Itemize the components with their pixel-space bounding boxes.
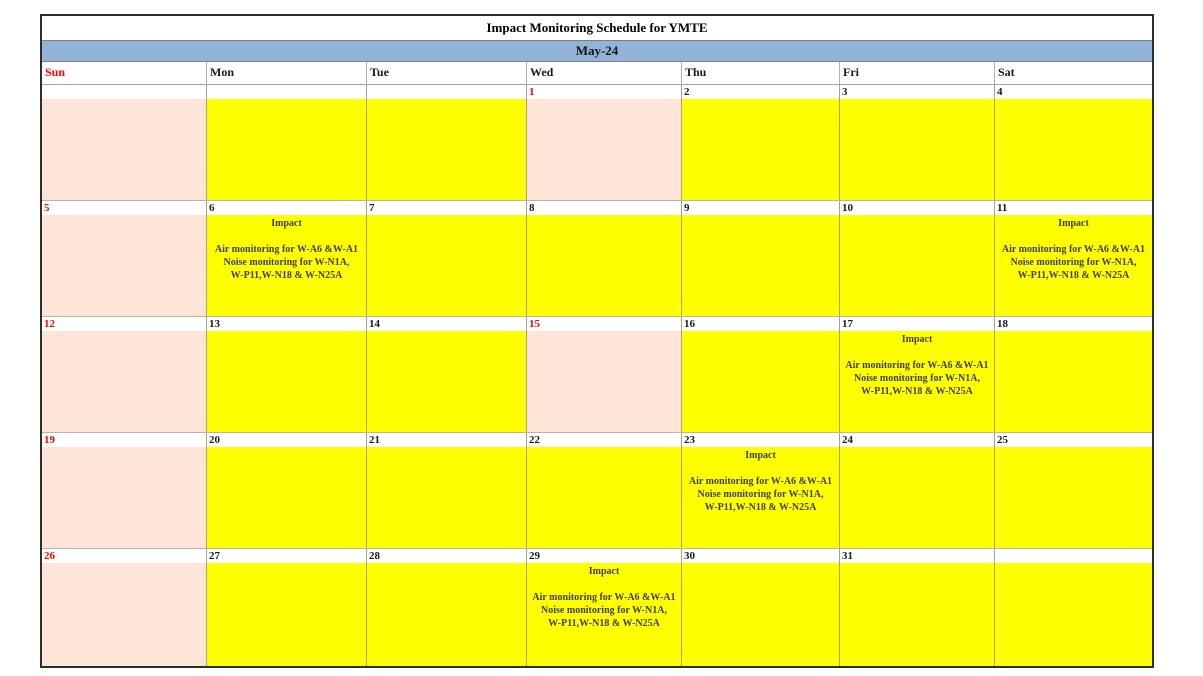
day-cell-body	[207, 331, 366, 432]
event-spacer	[207, 230, 366, 243]
day-cell-body	[42, 331, 206, 432]
day-cell[interactable]	[42, 201, 207, 316]
day-number: 4	[995, 85, 1152, 99]
day-cell[interactable]	[995, 201, 1152, 316]
day-cell-body	[995, 447, 1152, 548]
day-cell-body	[682, 215, 839, 316]
day-cell[interactable]	[840, 433, 995, 548]
day-cell-body	[682, 563, 839, 666]
event-line: W-P11,W-N18 & W-N25A	[704, 502, 817, 513]
day-cell-body	[840, 447, 994, 548]
event-spacer	[527, 578, 681, 591]
event-title: Impact	[1058, 218, 1089, 229]
day-cell-body	[527, 563, 681, 666]
day-number: 13	[207, 317, 366, 331]
page-title: Impact Monitoring Schedule for YMTE	[42, 16, 1152, 41]
week-row	[42, 85, 1152, 200]
day-cell-body	[207, 447, 366, 548]
event-spacer	[995, 230, 1152, 243]
event-spacer	[682, 462, 839, 475]
day-number: 24	[840, 433, 994, 447]
event-spacer	[840, 346, 994, 359]
day-cell-body	[207, 215, 366, 316]
day-cell[interactable]	[995, 85, 1152, 200]
day-number: 15	[527, 317, 681, 331]
day-number	[367, 85, 526, 99]
day-number: 9	[682, 201, 839, 215]
event-line: Noise monitoring for W-N1A,	[541, 605, 667, 616]
day-number: 7	[367, 201, 526, 215]
day-cell-body	[207, 563, 366, 666]
event-line: Air monitoring for W-A6 &W-A1	[1001, 244, 1146, 255]
dow-header-fri: Fri	[840, 62, 995, 84]
week-row	[42, 432, 1152, 548]
day-cell[interactable]	[207, 201, 367, 316]
day-cell[interactable]	[840, 201, 995, 316]
day-cell-body	[367, 447, 526, 548]
day-cell[interactable]	[840, 317, 995, 432]
event-line: Air monitoring for W-A6 &W-A1	[214, 244, 359, 255]
day-cell[interactable]	[367, 433, 527, 548]
day-cell[interactable]	[527, 85, 682, 200]
day-cell[interactable]	[207, 317, 367, 432]
dow-header-thu: Thu	[682, 62, 840, 84]
day-cell[interactable]	[42, 85, 207, 200]
week-row	[42, 200, 1152, 316]
day-cell[interactable]	[995, 549, 1152, 666]
day-cell[interactable]	[995, 433, 1152, 548]
day-number: 20	[207, 433, 366, 447]
week-row	[42, 316, 1152, 432]
day-cell-body	[367, 331, 526, 432]
dow-header-wed: Wed	[527, 62, 682, 84]
event-line: Noise monitoring for W-N1A,	[854, 373, 980, 384]
day-cell-body	[840, 331, 994, 432]
day-number: 25	[995, 433, 1152, 447]
dow-header-sat: Sat	[998, 65, 1015, 79]
day-cell[interactable]	[367, 317, 527, 432]
event-line: Noise monitoring for W-N1A,	[223, 257, 350, 268]
day-cell-body	[840, 563, 994, 666]
event-line: Noise monitoring for W-N1A,	[1010, 257, 1137, 268]
day-number: 28	[367, 549, 526, 563]
day-number: 19	[42, 433, 206, 447]
day-cell[interactable]	[682, 85, 840, 200]
day-cell-body	[840, 99, 994, 200]
day-number: 11	[995, 201, 1152, 215]
day-cell-body	[527, 99, 681, 200]
day-cell-body	[42, 563, 206, 666]
event-title: Impact	[901, 334, 933, 345]
day-cell[interactable]	[207, 85, 367, 200]
day-cell[interactable]	[840, 549, 995, 666]
day-cell[interactable]	[527, 433, 682, 548]
day-cell-body	[367, 563, 526, 666]
day-number: 31	[840, 549, 994, 563]
day-cell-body	[995, 563, 1152, 666]
day-cell[interactable]	[367, 85, 527, 200]
event-line: W-P11,W-N18 & W-N25A	[861, 386, 973, 397]
day-cell[interactable]	[682, 433, 840, 548]
day-cell-body	[682, 99, 839, 200]
day-cell[interactable]	[207, 549, 367, 666]
day-cell[interactable]	[527, 549, 682, 666]
month-band: May-24	[42, 41, 1152, 62]
day-number: 2	[682, 85, 839, 99]
day-number: 14	[367, 317, 526, 331]
day-cell-body	[527, 447, 681, 548]
day-cell[interactable]	[42, 549, 207, 666]
day-number: 27	[207, 549, 366, 563]
day-cell[interactable]	[682, 201, 840, 316]
day-cell[interactable]	[42, 433, 207, 548]
calendar	[40, 14, 1154, 668]
day-number: 29	[527, 549, 681, 563]
day-cell-body	[367, 215, 526, 316]
week-row	[42, 548, 1152, 666]
day-cell-body	[840, 215, 994, 316]
day-cell[interactable]	[840, 85, 995, 200]
day-cell-body	[207, 99, 366, 200]
day-cell-body	[995, 331, 1152, 432]
day-cell-body	[682, 447, 839, 548]
day-number: 26	[42, 549, 206, 563]
day-of-week-header-row	[42, 62, 1152, 85]
day-number	[42, 85, 206, 99]
day-cell-body	[527, 331, 681, 432]
day-cell[interactable]	[207, 433, 367, 548]
day-number: 22	[527, 433, 681, 447]
day-cell-body	[995, 215, 1152, 316]
day-number	[995, 549, 1152, 563]
day-cell-body	[42, 447, 206, 548]
event-line: W-P11,W-N18 & W-N25A	[548, 618, 660, 629]
event-title: Impact	[745, 450, 776, 461]
event-line: Noise monitoring for W-N1A,	[697, 489, 824, 500]
day-cell[interactable]	[527, 317, 682, 432]
event-line: W-P11,W-N18 & W-N25A	[1017, 270, 1130, 281]
day-number: 30	[682, 549, 839, 563]
day-number: 17	[840, 317, 994, 331]
day-number: 16	[682, 317, 839, 331]
event-line: Air monitoring for W-A6 &W-A1	[688, 476, 833, 487]
day-number: 10	[840, 201, 994, 215]
day-cell[interactable]	[527, 201, 682, 316]
day-cell-body	[527, 215, 681, 316]
day-number: 6	[207, 201, 366, 215]
day-cell[interactable]	[367, 201, 527, 316]
day-cell[interactable]	[682, 317, 840, 432]
day-number: 8	[527, 201, 681, 215]
day-number: 12	[42, 317, 206, 331]
calendar-weeks	[42, 85, 1152, 666]
event-line: W-P11,W-N18 & W-N25A	[230, 270, 343, 281]
day-cell-body	[682, 331, 839, 432]
day-number	[207, 85, 366, 99]
day-cell-body	[995, 99, 1152, 200]
day-cell[interactable]	[682, 549, 840, 666]
dow-header-tue: Tue	[367, 62, 527, 84]
day-cell[interactable]	[367, 549, 527, 666]
day-number: 23	[682, 433, 839, 447]
day-number: 3	[840, 85, 994, 99]
day-cell[interactable]	[995, 317, 1152, 432]
day-number: 21	[367, 433, 526, 447]
day-number: 5	[42, 201, 206, 215]
day-number: 18	[995, 317, 1152, 331]
dow-header-sun: Sun	[42, 62, 207, 84]
day-cell-body	[42, 99, 206, 200]
day-cell-body	[42, 215, 206, 316]
day-cell-body	[367, 99, 526, 200]
event-line: Air monitoring for W-A6 &W-A1	[532, 592, 676, 603]
dow-header-mon: Mon	[207, 62, 367, 84]
event-line: Air monitoring for W-A6 &W-A1	[845, 360, 989, 371]
event-title: Impact	[271, 218, 302, 229]
day-cell[interactable]	[42, 317, 207, 432]
day-number: 1	[527, 85, 681, 99]
event-title: Impact	[588, 566, 620, 577]
